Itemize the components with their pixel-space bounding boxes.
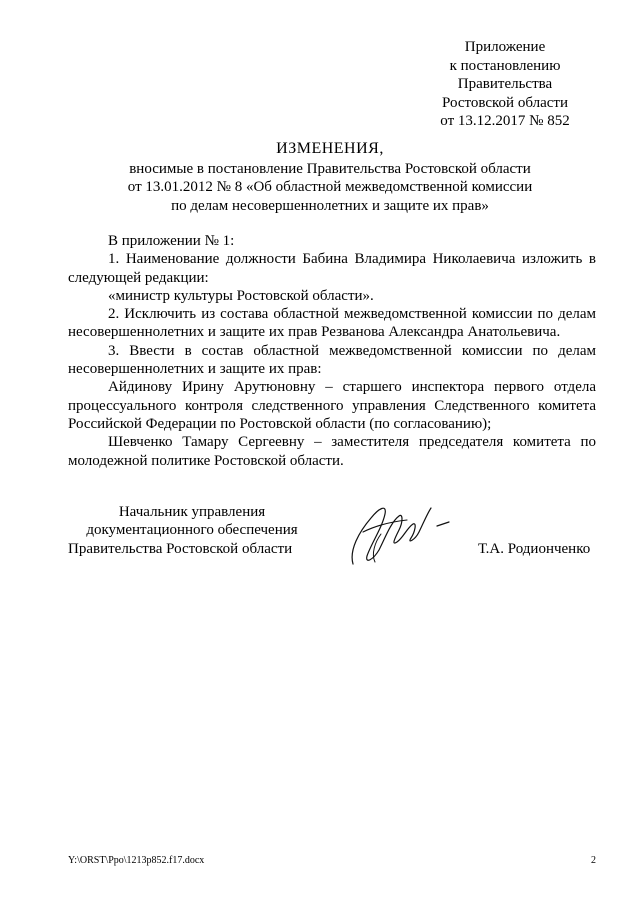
document-heading — [60, 140, 600, 215]
body-paragraph: 1. Наименование должности Бабина Владимира Николаевича изложить в следующей редакции: — [68, 251, 596, 286]
heading-line: от 13.01.2012 № 8 «Об областной межведомственной комиссии — [127, 179, 533, 195]
heading-line: по делам несовершеннолетних и защите их прав» — [171, 197, 489, 214]
signatory-position-line: Правительства Ростовской области — [68, 540, 293, 557]
document-title: ИЗМЕНЕНИЯ, — [276, 140, 384, 157]
body-paragraph: «министр культуры Ростовской области». — [108, 287, 374, 304]
file-path: Y:\ORST\Ppo\1213p852.f17.docx — [68, 855, 205, 866]
appendix-line: Ростовской области — [442, 94, 568, 111]
body-paragraph: 3. Ввести в состав областной межведомственной комиссии по делам несовершеннолетних и защите их прав: — [68, 342, 596, 378]
appendix-block — [420, 38, 590, 131]
body-paragraph: Шевченко Тамару Сергеевну – заместителя председателя комитета по молодежной политике Ростовской области. — [68, 434, 596, 469]
body-paragraph: 2. Исключить из состава областной межведомственной комиссии по делам несовершеннолетних и защите их прав Резванова Александра Анатольевича. — [68, 306, 596, 341]
heading-line: вносимые в постановление Правительства Ростовской области — [129, 160, 531, 177]
appendix-line: Приложение — [464, 39, 546, 55]
signatory-name: Т.А. Родионченко — [478, 541, 591, 557]
appendix-line: от 13.12.2017 № 852 — [440, 113, 570, 129]
signatory-position — [68, 503, 316, 558]
document-body — [68, 232, 596, 470]
signatory-position-line: документационного обеспечения — [86, 522, 298, 539]
handwritten-signature — [345, 492, 455, 572]
signatory-position-line: Начальник управления — [118, 504, 266, 520]
page-number: 2 — [591, 855, 596, 866]
appendix-line: Правительства — [457, 76, 553, 92]
body-paragraph: Айдинову Ирину Арутюновну – старшего инспектора первого отдела процессуального контроля следственного управления Следственного комитета Российской Федерации по Ростовской области (по согласованию); — [68, 379, 596, 432]
appendix-line: к постановлению — [449, 57, 561, 74]
body-paragraph: В приложении № 1: — [108, 233, 235, 249]
